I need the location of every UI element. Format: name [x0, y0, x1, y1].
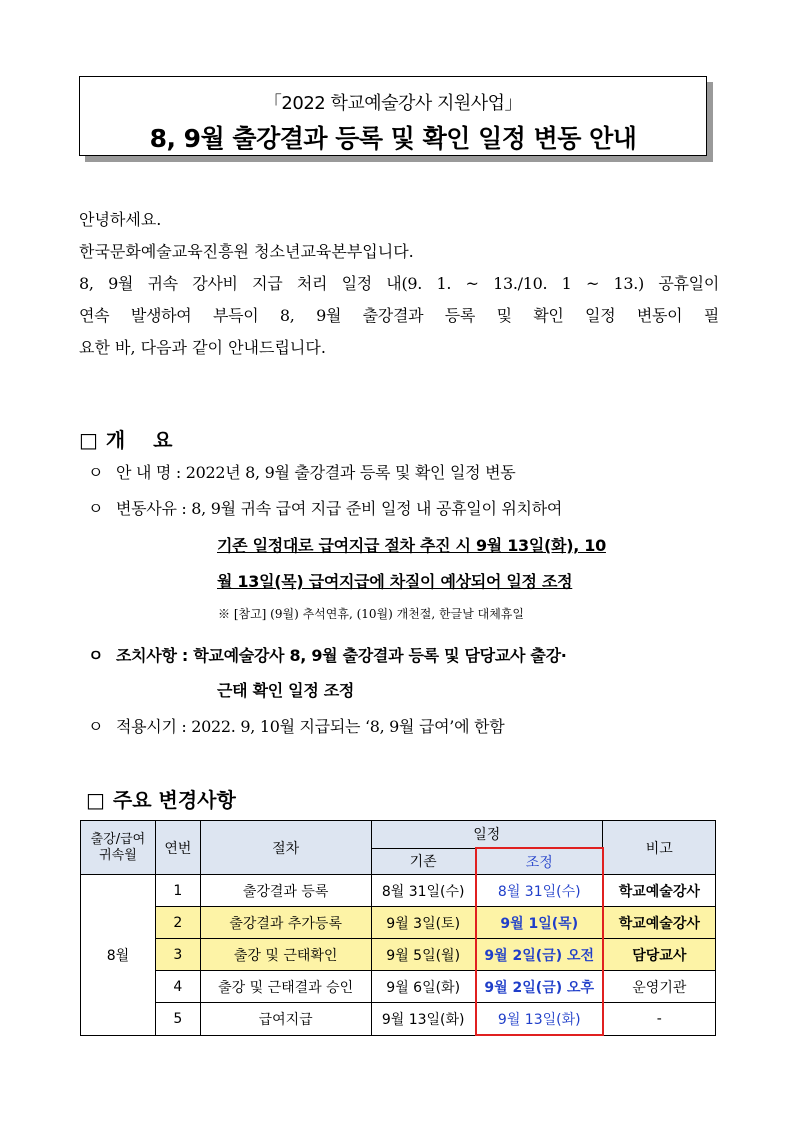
row-step: 출강결과 추가등록 — [200, 907, 371, 939]
overview-item-text: 변동사유 : 8, 9월 귀속 급여 지급 준비 일정 내 공휴일이 위치하여 — [116, 499, 563, 518]
table-row — [81, 907, 716, 939]
bullet-marker: ㅇ — [88, 499, 104, 518]
row-before: 9월 5일(월) — [371, 939, 476, 971]
header-remark: 비고 — [603, 821, 716, 875]
header-after: 조정 — [476, 848, 603, 875]
changes-heading — [86, 784, 236, 813]
overview-item-action — [88, 643, 728, 666]
row-no: 4 — [155, 971, 200, 1003]
table-row — [81, 1003, 716, 1036]
intro-body-line1: 8, 9월 귀속 강사비 지급 처리 일정 내(9. 1. ~ 13./10. 1 ~ 13.) 공휴일이 — [79, 274, 719, 293]
row-remark: 운영기관 — [603, 971, 716, 1003]
checkbox-square-icon: □ — [86, 788, 105, 812]
reason-continuation-1: 기존 일정대로 급여지급 절차 추진 시 9월 13일(화), 10 — [217, 536, 606, 555]
row-before: 9월 13일(화) — [371, 1003, 476, 1036]
header-no: 연번 — [155, 821, 200, 875]
action-continuation: 근태 확인 일정 조정 — [217, 681, 355, 700]
row-no: 2 — [155, 907, 200, 939]
row-step: 급여지급 — [200, 1003, 371, 1036]
row-step: 출강결과 등록 — [200, 875, 371, 907]
overview-item-name — [88, 460, 728, 483]
changes-heading-text: 주요 변경사항 — [112, 788, 236, 812]
overview-item-period — [88, 714, 728, 737]
row-no: 5 — [155, 1003, 200, 1036]
header-before: 기존 — [371, 848, 476, 875]
overview-item-text: 안 내 명 : 2022년 8, 9월 출강결과 등록 및 확인 일정 변동 — [116, 463, 516, 482]
row-after: 9월 2일(금) 오후 — [476, 971, 603, 1003]
intro-body-line2: 연속 발생하여 부득이 8, 9월 출강결과 등록 및 확인 일정 변동이 필 — [79, 306, 719, 325]
row-remark: 학교예술강사 — [603, 875, 716, 907]
reason-continuation-2: 월 13일(목) 급여지급에 차질이 예상되어 일정 조정 — [217, 572, 573, 591]
row-after: 9월 1일(목) — [476, 907, 603, 939]
bullet-marker: ㅇ — [88, 463, 104, 482]
title-main: 8, 9월 출강결과 등록 및 확인 일정 변동 안내 — [149, 124, 637, 153]
row-step: 출강 및 근태확인 — [200, 939, 371, 971]
row-remark: 학교예술강사 — [603, 907, 716, 939]
table-row — [81, 939, 716, 971]
intro-org: 한국문화예술교육진흥원 청소년교육본부입니다. — [79, 242, 414, 261]
overview-item-text: 적용시기 : 2022. 9, 10월 지급되는 ‘8, 9월 급여’에 한함 — [116, 717, 505, 736]
row-no: 1 — [155, 875, 200, 907]
reference-note: ※ [참고] (9월) 추석연휴, (10월) 개천절, 한글날 대체휴일 — [218, 607, 524, 621]
intro-greeting: 안녕하세요. — [79, 210, 162, 229]
checkbox-square-icon: □ — [79, 428, 98, 452]
month-cell: 8월 — [81, 875, 156, 1036]
row-after: 9월 2일(금) 오전 — [476, 939, 603, 971]
header-schedule: 일정 — [371, 821, 603, 849]
title-box — [79, 76, 707, 156]
overview-item-reason — [88, 496, 728, 519]
schedule-table — [80, 820, 716, 1036]
intro-section — [79, 204, 719, 364]
row-no: 3 — [155, 939, 200, 971]
row-after: 9월 13일(화) — [476, 1003, 603, 1036]
overview-heading-text: 개 요 — [105, 428, 173, 452]
row-before: 9월 3일(토) — [371, 907, 476, 939]
title-subtitle: 「2022 학교예술강사 지원사업」 — [263, 93, 523, 114]
row-remark: 담당교사 — [603, 939, 716, 971]
table-row — [81, 971, 716, 1003]
header-step: 절차 — [200, 821, 371, 875]
overview-heading — [79, 424, 172, 453]
table-row — [81, 875, 716, 907]
header-month: 출강/급여 귀속월 — [81, 821, 156, 875]
overview-item-text: 조치사항 : 학교예술강사 8, 9월 출강결과 등록 및 담당교사 출강· — [116, 646, 567, 665]
row-before: 9월 6일(화) — [371, 971, 476, 1003]
row-after: 8월 31일(수) — [476, 875, 603, 907]
row-step: 출강 및 근태결과 승인 — [200, 971, 371, 1003]
bullet-marker: ㅇ — [88, 646, 104, 665]
intro-body-line3: 요한 바, 다음과 같이 안내드립니다. — [79, 338, 326, 357]
bullet-marker: ㅇ — [88, 717, 104, 736]
row-before: 8월 31일(수) — [371, 875, 476, 907]
row-remark: - — [603, 1003, 716, 1036]
